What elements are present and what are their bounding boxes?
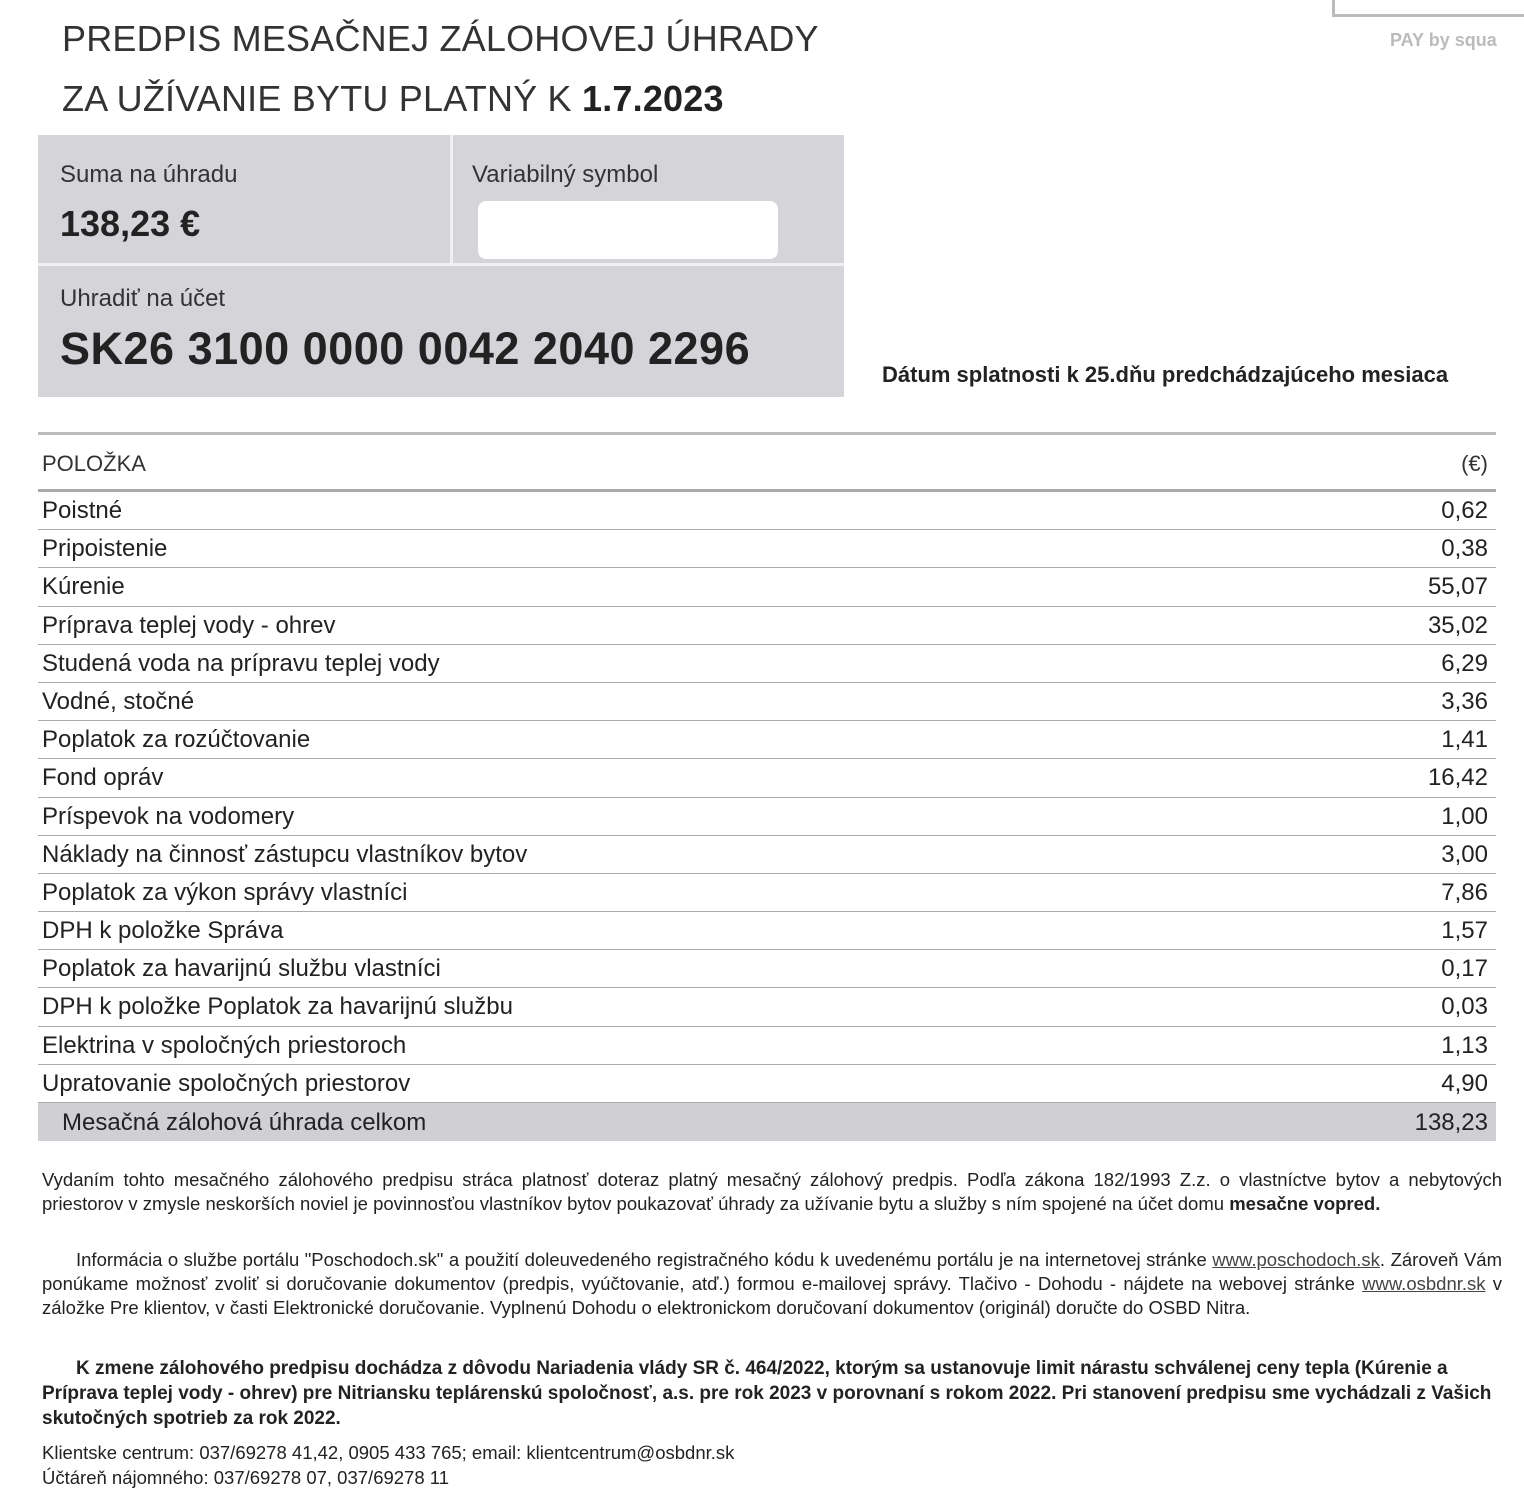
item-name: Príspevok na vodomery xyxy=(42,802,295,830)
table-header xyxy=(38,432,1496,492)
table-row xyxy=(38,607,1496,645)
item-name: Pripoistenie xyxy=(42,535,168,563)
item-name: Poplatok za rozúčtovanie xyxy=(42,726,311,754)
table-row xyxy=(38,1027,1496,1065)
item-amount: 7,86 xyxy=(1441,878,1488,906)
table-row xyxy=(38,759,1496,797)
item-amount: 6,29 xyxy=(1441,649,1488,677)
item-name: Kúrenie xyxy=(42,573,125,601)
item-amount: 1,57 xyxy=(1441,917,1488,945)
iban-value: SK26 3100 0000 0042 2040 2296 xyxy=(60,323,751,374)
item-name: DPH k položke Poplatok za havarijnú službu xyxy=(42,993,513,1021)
valid-from-date: 1.7.2023 xyxy=(581,78,724,119)
table-row xyxy=(38,874,1496,912)
variable-symbol-label: Variabilný symbol xyxy=(472,161,659,188)
item-name: Náklady na činnosť zástupcu vlastníkov bytov xyxy=(42,840,528,868)
item-amount: 0,17 xyxy=(1441,955,1488,983)
portal-info-text-c: v záložke Pre klientov, v časti Elektronické doručovanie. Vyplnenú Dohodu o elektronickom doručovaní dokumentov (originál) doručte do OSBD Nitra. xyxy=(42,1273,1503,1318)
column-item-header: POLOŽKA xyxy=(42,451,146,476)
total-row xyxy=(38,1103,1496,1141)
table-row xyxy=(38,492,1496,530)
item-amount: 0,62 xyxy=(1441,497,1488,524)
portal-info-paragraph xyxy=(42,1248,1502,1320)
table-row xyxy=(38,683,1496,721)
table-row xyxy=(38,568,1496,606)
pay-by-square-label: PAY by squa xyxy=(1390,30,1497,50)
payment-info-box xyxy=(38,135,844,397)
item-name: Vodné, stočné xyxy=(42,687,195,715)
table-row xyxy=(38,530,1496,568)
item-name: Studená voda na prípravu teplej vody xyxy=(42,649,440,677)
item-amount: 1,13 xyxy=(1441,1031,1488,1059)
table-row xyxy=(38,645,1496,683)
table-row xyxy=(38,912,1496,950)
table-body xyxy=(38,492,1496,1103)
account-label: Uhradiť na účet xyxy=(60,285,226,312)
title-prefix: ZA UŽÍVANIE BYTU PLATNÝ K xyxy=(62,78,572,119)
legal-note-text: Vydaním tohto mesačného zálohového predpisu stráca platnosť doteraz platný mesačný zálohový predpis. Podľa zákona 182/1993 Z.z. o vlastníctve bytov a nebytových priestorov v zmysle neskorších noviel je povinnosťou vlastníkov bytov poukazovať úhrady za užívanie bytu a služby s ním spojené na účet domu xyxy=(42,1169,1502,1214)
item-name: Poplatok za výkon správy vlastníci xyxy=(42,878,408,906)
item-amount: 1,00 xyxy=(1441,802,1488,830)
sum-value: 138,23 € xyxy=(60,203,201,244)
item-amount: 35,02 xyxy=(1427,611,1488,639)
item-amount: 0,38 xyxy=(1441,535,1488,563)
total-label: Mesačná zálohová úhrada celkom xyxy=(62,1109,427,1136)
item-name: Príprava teplej vody - ohrev xyxy=(42,611,336,639)
item-amount: 4,90 xyxy=(1441,1069,1488,1097)
legal-note-paragraph xyxy=(42,1168,1502,1216)
column-amount-header: (€) xyxy=(1461,451,1488,476)
legal-note-bold: mesačne vopred. xyxy=(1229,1193,1381,1214)
item-amount: 55,07 xyxy=(1427,573,1488,601)
table-row xyxy=(38,798,1496,836)
item-name: Fond opráv xyxy=(42,764,164,792)
osbdnr-link[interactable]: www.osbdnr.sk xyxy=(1362,1273,1486,1294)
item-amount: 1,41 xyxy=(1441,726,1488,754)
item-name: DPH k položke Správa xyxy=(42,917,284,945)
poschodoch-link[interactable]: www.poschodoch.sk xyxy=(1212,1249,1380,1270)
due-date-note: Dátum splatnosti k 25.dňu predchádzajúceho mesiaca xyxy=(882,362,1449,387)
item-name: Poistné xyxy=(42,497,123,524)
sum-label: Suma na úhradu xyxy=(60,161,238,188)
accounting-contact: Účtáreň nájomného: 037/69278 07, 037/69278 11 xyxy=(42,1467,449,1488)
redacted-variable-symbol xyxy=(478,201,778,259)
item-name: Upratovanie spoločných priestorov xyxy=(42,1069,411,1097)
heat-price-notice: K zmene zálohového predpisu dochádza z dôvodu Nariadenia vlády SR č. 464/2022, ktorým sa ustanovuje limit nárastu schválenej ceny tepla (Kúrenie a Príprava teplej vody - ohrev) pre Nitriansku teplárenskú spoločnosť, a.s. pre rok 2023 v porovnaní s rokom 2022. Pri stanovení predpisu sme vychádzali z Vašich skutočných spotrieb za rok 2022. xyxy=(42,1358,1492,1429)
table-row xyxy=(38,721,1496,759)
table-row xyxy=(38,836,1496,874)
qr-code-frame xyxy=(1332,0,1524,17)
table-row xyxy=(38,1065,1496,1103)
table-row xyxy=(38,950,1496,988)
client-center-contact: Klientske centrum: 037/69278 41,42, 0905 433 765; email: klientcentrum@osbdnr.sk xyxy=(42,1442,735,1463)
item-name: Elektrina v spoločných priestoroch xyxy=(42,1031,407,1059)
item-amount: 16,42 xyxy=(1427,764,1488,792)
item-amount: 3,36 xyxy=(1441,687,1488,715)
table-row xyxy=(38,988,1496,1026)
item-amount: 3,00 xyxy=(1441,840,1488,868)
document-title-line2 xyxy=(62,78,724,120)
document-title-line1: PREDPIS MESAČNEJ ZÁLOHOVEJ ÚHRADY xyxy=(62,18,819,59)
total-value: 138,23 xyxy=(1414,1109,1488,1136)
items-table xyxy=(38,432,1496,1141)
item-amount: 0,03 xyxy=(1441,993,1488,1021)
portal-info-text-b: . Zároveň Vám ponúkame možnosť zvoliť si doručovanie dokumentov (predpis, vyúčtovanie, atď.) formou e-mailovej správy. Tlačivo - Dohodu - nájdete na webovej stránke xyxy=(42,1249,1502,1294)
portal-info-text-a: Informácia o službe portálu "Poschodoch.sk" a použití doleuvedeného registračného kódu k uvedenému portálu je na internetovej stránke xyxy=(76,1249,1207,1270)
item-name: Poplatok za havarijnú službu vlastníci xyxy=(42,955,441,983)
